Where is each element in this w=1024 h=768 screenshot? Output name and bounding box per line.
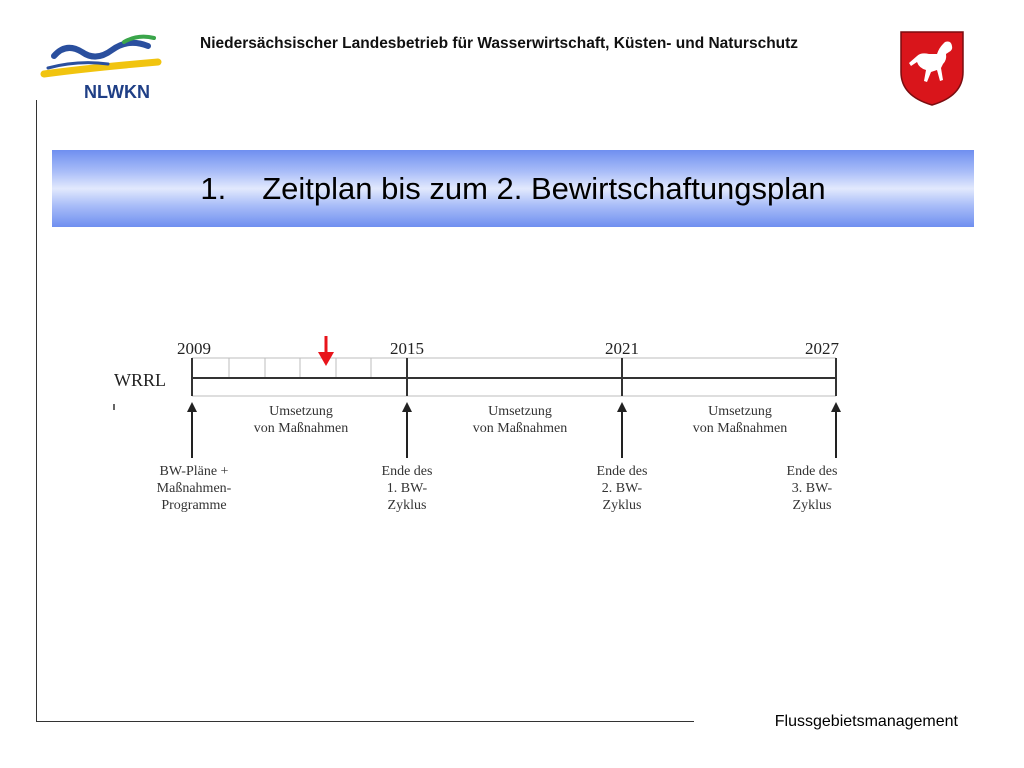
timeline-diagram — [100, 330, 860, 530]
milestone-arrowhead — [187, 402, 197, 412]
timeline-row-label: WRRL — [114, 370, 166, 390]
phase-label: von Maßnahmen — [253, 421, 349, 436]
year-label: 2021 — [605, 339, 639, 358]
milestone-caption: Ende des — [381, 464, 433, 479]
milestone-caption: 1. BW- — [386, 481, 428, 496]
left-divider — [36, 100, 37, 722]
year-label: 2009 — [177, 339, 211, 358]
title-text: Zeitplan bis zum 2. Bewirtschaftungsplan — [262, 170, 826, 206]
milestone-caption: Zyklus — [792, 498, 832, 513]
milestone-arrowhead — [831, 402, 841, 412]
year-label: 2027 — [805, 339, 839, 358]
milestone-caption: Ende des — [786, 464, 838, 479]
milestone-caption: Ende des — [596, 464, 648, 479]
nlwkn-logo — [38, 28, 166, 104]
year-label: 2015 — [390, 339, 424, 358]
milestone-arrowhead — [402, 402, 412, 412]
organization-name: Niedersächsischer Landesbetrieb für Wasserwirtschaft, Küsten- und Naturschutz — [200, 35, 799, 52]
phase-label: Umsetzung — [708, 404, 772, 419]
bottom-divider — [36, 721, 694, 722]
milestone-caption: 2. BW- — [601, 481, 643, 496]
current-position-arrowhead — [318, 352, 334, 366]
milestone-caption: BW-Pläne + — [159, 464, 229, 479]
title-number: 1. — [200, 170, 227, 206]
milestone-caption: Zyklus — [387, 498, 427, 513]
logo-text: NLWKN — [84, 82, 150, 102]
slide-title — [52, 150, 974, 227]
title-band — [52, 150, 974, 227]
phase-label: von Maßnahmen — [692, 421, 788, 436]
milestone-caption: Maßnahmen- — [156, 481, 232, 496]
milestone-arrowhead — [617, 402, 627, 412]
phase-label: Umsetzung — [488, 404, 552, 419]
lower-saxony-horse-crest-icon — [897, 28, 967, 108]
logo-wave-blue — [54, 43, 148, 57]
milestone-caption: Programme — [161, 498, 227, 513]
milestone-caption: 3. BW- — [791, 481, 833, 496]
phase-label: Umsetzung — [269, 404, 333, 419]
phase-label: von Maßnahmen — [472, 421, 568, 436]
milestone-caption: Zyklus — [602, 498, 642, 513]
footer-label: Flussgebietsmanagement — [774, 713, 958, 730]
